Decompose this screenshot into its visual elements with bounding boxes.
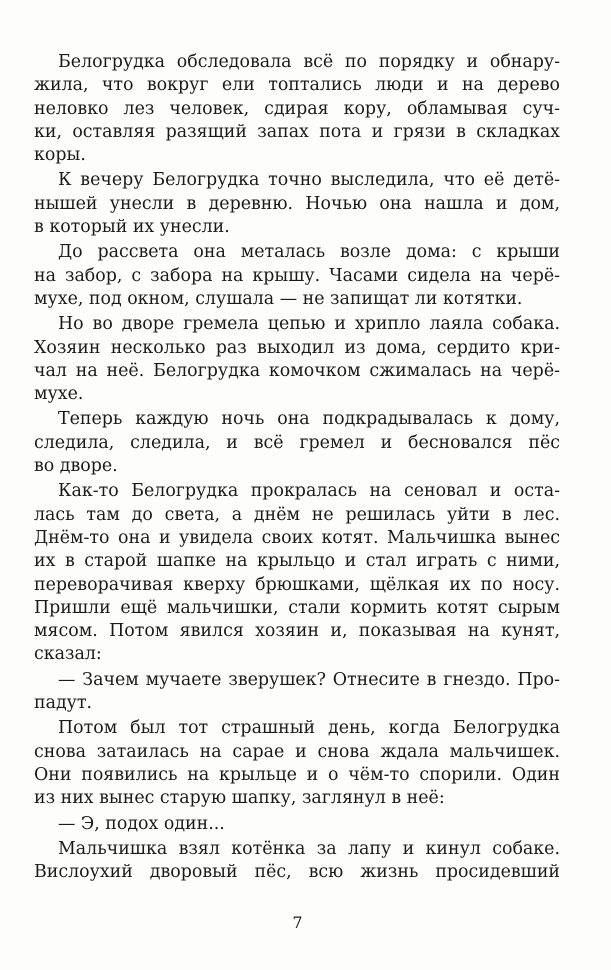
- text-line: на забор, с забора на крышу. Часами сидела на черё-: [34, 265, 560, 286]
- text-line: их в старой шапке на крыльцо и стал играть с ними,: [34, 551, 560, 572]
- text-line: ки, оставляя разящий запах пота и грязи в складках: [34, 121, 560, 142]
- text-line: лась там до света, а днём не решилась уйти в лес.: [34, 504, 560, 525]
- text-line: падут.: [34, 693, 93, 714]
- text-line: жила, что вокруг ели топтались люди и на дерево: [34, 75, 560, 96]
- text-line: следила, следила, и всё гремел и бесновался пёс: [34, 432, 560, 453]
- paragraph: [34, 813, 560, 836]
- text-line: мухе, под окном, слушала — не запищат ли котятки.: [34, 288, 523, 309]
- body-text: [34, 51, 560, 886]
- paragraph: [34, 313, 560, 406]
- text-line: Пришли ещё мальчишки, стали кормить котят сырым: [34, 597, 560, 618]
- text-line: коры.: [34, 145, 86, 166]
- text-line: К вечеру Белогрудка точно выследила, что её детё-: [58, 170, 560, 191]
- text-line: Потом был тот страшный день, когда Белогрудка: [58, 718, 560, 739]
- text-line: — Э, подох один...: [58, 813, 225, 834]
- paragraph: [34, 241, 560, 311]
- text-line: Днём-то она и увидела своих котят. Мальчишка вынес: [34, 527, 560, 548]
- text-line: Как-то Белогрудка прокралась на сеновал и оста-: [58, 481, 560, 502]
- paragraph: [34, 408, 560, 478]
- paragraph: [34, 717, 560, 810]
- text-line: переворачивая кверху брюшками, щёлкая их по носу.: [34, 574, 560, 595]
- text-line: нышей унесли в деревню. Ночью она нашла и дом,: [34, 193, 560, 214]
- text-line: в который их унесли.: [34, 217, 230, 238]
- text-line: — Зачем мучаете зверушек? Отнесите в гнездо. Про-: [58, 669, 560, 690]
- text-line: Вислоухий дворовый пёс, всю жизнь просидевший: [34, 862, 560, 883]
- text-line: Мальчишка взял котёнка за лапу и кинул собаке.: [58, 838, 560, 859]
- paragraph: [34, 838, 560, 885]
- text-line: снова затаилась на сарае и снова ждала мальчишек.: [34, 741, 560, 762]
- text-line: Но во дворе гремела цепью и хрипло лаяла собака.: [58, 314, 560, 335]
- text-line: Хозяин несколько раз выходил из дома, сердито кри-: [34, 337, 560, 358]
- paragraph: [34, 669, 560, 716]
- page-number: 7: [292, 913, 303, 932]
- text-line: сказал:: [34, 644, 102, 665]
- text-line: Теперь каждую ночь она подкрадывалась к дому,: [58, 409, 560, 430]
- text-line: чал на неё. Белогрудка комочком сжималась на черё-: [34, 360, 560, 381]
- text-line: Они появились на крыльце и о чём-то спорили. Один: [34, 764, 560, 785]
- text-line: мясом. Потом явился хозяин и, показывая на кунят,: [34, 621, 560, 642]
- text-line: неловко лез человек, сдирая кору, обламывая суч-: [34, 98, 560, 119]
- text-line: До рассвета она металась возле дома: с крыши: [58, 242, 560, 263]
- text-line: из них вынес старую шапку, заглянул в неё:: [34, 788, 445, 809]
- paragraph: [34, 480, 560, 666]
- paragraph: [34, 169, 560, 239]
- paragraph: [34, 51, 560, 167]
- text-line: мухе.: [34, 384, 84, 405]
- text-line: во дворе.: [34, 456, 118, 477]
- text-line: Белогрудка обследовала всё по порядку и обнару-: [58, 52, 560, 72]
